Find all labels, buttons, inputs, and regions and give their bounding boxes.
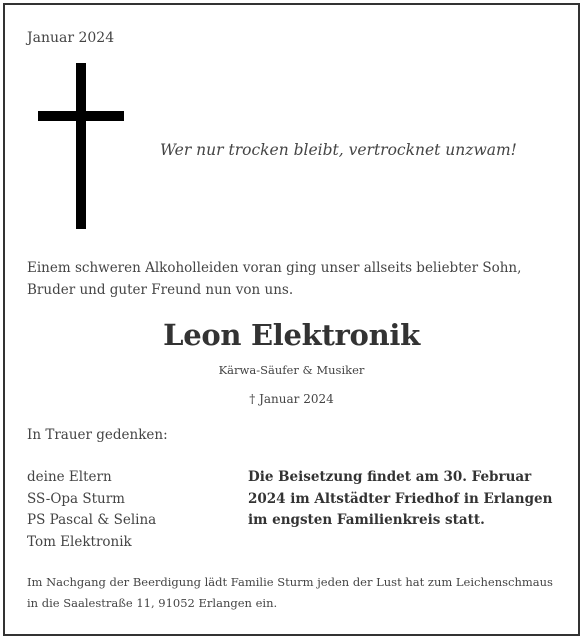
cross-icon [38, 63, 124, 229]
mourner-item: Tom Elektronik [27, 533, 132, 550]
funeral-info: Die Beisetzung findet am 30. Februar 2024 im Altstädter Friedhof in Erlangen im engsten Familienkreis statt. [248, 469, 553, 528]
intro-text: Einem schweren Alkoholleiden voran ging unser allseits beliebter Sohn, Bruder und guter Freund nun von uns. [27, 260, 522, 298]
cross-vertical-bar [76, 63, 86, 229]
footer-text: Im Nachgang der Beerdigung lädt Familie Sturm jeden der Lust hat zum Leichenschmaus in die Saalestraße 11, 91052 Erlangen ein. [27, 575, 553, 610]
notice-date: Januar 2024 [27, 30, 115, 46]
mourner-item: PS Pascal & Selina [27, 512, 157, 528]
deceased-subtitle: Kärwa-Säufer & Musiker [218, 363, 365, 377]
mourning-label: In Trauer gedenken: [27, 427, 168, 443]
death-date: † Januar 2024 [249, 392, 334, 406]
quote: Wer nur trocken bleibt, vertrocknet unzwam! [160, 141, 517, 159]
mourners-list [27, 467, 156, 553]
deceased-name: Leon Elektronik [163, 318, 420, 352]
mourner-item: SS-Opa Sturm [27, 490, 125, 507]
mourner-item: deine Eltern [27, 469, 112, 485]
cross-horizontal-bar [38, 111, 124, 121]
